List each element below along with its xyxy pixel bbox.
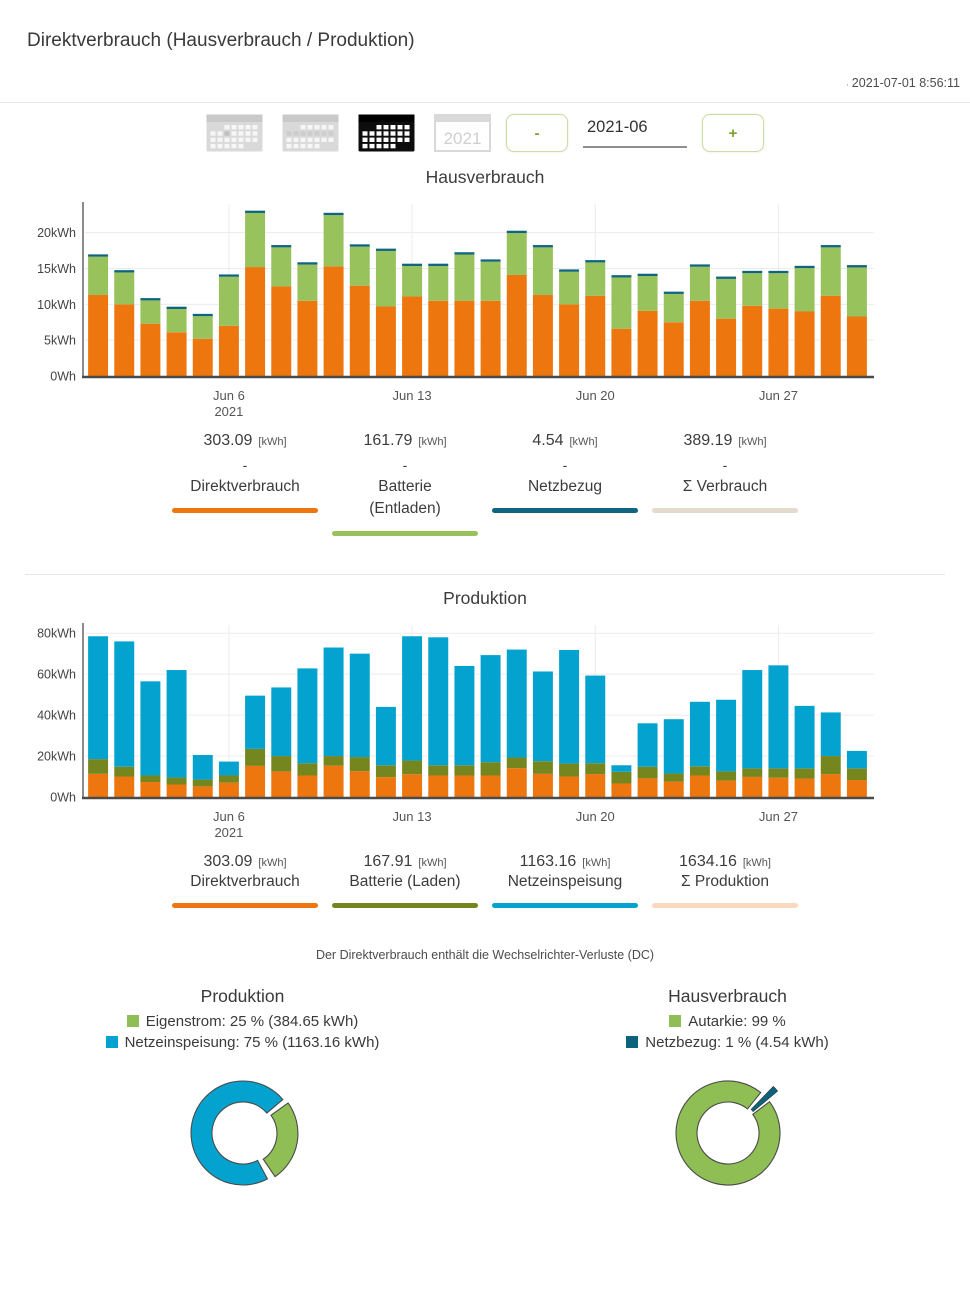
stat-label: Direktverbrauch	[190, 478, 300, 495]
day-calendar-icon[interactable]	[206, 114, 263, 152]
hausverbrauch-section	[0, 103, 970, 574]
svg-text:2021: 2021	[214, 404, 244, 419]
legend-text: Netzeinspeisung: 75 % (1163.16 kWh)	[124, 1034, 380, 1052]
stat-color-bar	[172, 903, 318, 908]
stat-unit: [kWh]	[582, 856, 611, 869]
svg-text:15kWh: 15kWh	[37, 262, 76, 276]
stat-color-bar	[332, 531, 478, 536]
svg-text:0Wh: 0Wh	[50, 790, 76, 805]
svg-text:20kWh: 20kWh	[37, 226, 76, 241]
stat-dash: -	[562, 457, 568, 473]
stat-label: Direktverbrauch	[190, 872, 300, 890]
stat-color-bar	[492, 508, 638, 513]
hausverbrauch-stats-row	[0, 432, 970, 536]
legend-swatch-icon	[626, 1036, 638, 1048]
svg-text:0Wh: 0Wh	[50, 369, 76, 384]
stat-label: Batterie (Entladen)	[369, 478, 441, 518]
hausverbrauch-bar-chart	[10, 190, 960, 422]
stat-value: 1163.16 [kWh]	[519, 852, 611, 870]
period-toolbar	[0, 103, 970, 154]
stat-label: Batterie (Laden)	[349, 872, 461, 890]
svg-text:Jun 13: Jun 13	[392, 388, 432, 403]
calendar-view-buttons	[206, 114, 491, 152]
produktion-donut-chart	[175, 1065, 311, 1201]
svg-text:Jun 6: Jun 6	[213, 808, 245, 824]
stat-value: 1634.16 [kWh]	[679, 852, 771, 870]
legend-swatch-icon	[106, 1036, 118, 1048]
section-divider	[25, 574, 945, 575]
stat-netzeinspeisung	[485, 853, 645, 908]
legend-item	[485, 1013, 970, 1030]
stat-color-bar	[652, 508, 798, 513]
svg-text:2021: 2021	[443, 129, 482, 148]
page-header	[0, 0, 970, 102]
previous-period-button[interactable]: -	[506, 114, 568, 152]
stat-value: 303.09 [kWh]	[203, 432, 287, 449]
stat-label: Netzeinspeisung	[507, 872, 623, 890]
stat-value: 161.79 [kWh]	[363, 432, 447, 449]
last-update-row	[0, 52, 970, 102]
next-period-button[interactable]: +	[702, 114, 764, 152]
stat-dash: -	[402, 457, 408, 473]
stat-unit: [kWh]	[418, 856, 447, 869]
legend-item	[0, 1013, 485, 1030]
svg-text:Jun 27: Jun 27	[758, 388, 798, 403]
legend-text: Eigenstrom: 25 % (384.65 kWh)	[145, 1013, 359, 1031]
produktion-donut-title: Produktion	[200, 986, 285, 1007]
produktion-stats-row	[0, 853, 970, 908]
svg-text:Jun 27: Jun 27	[758, 808, 798, 824]
stat-value: 389.19 [kWh]	[683, 432, 767, 449]
svg-text:Jun 6: Jun 6	[213, 388, 245, 403]
stat-unit: [kWh]	[742, 856, 771, 869]
legend-swatch-icon	[127, 1015, 139, 1027]
svg-text:10kWh: 10kWh	[37, 297, 76, 312]
svg-text:Jun 20: Jun 20	[575, 808, 615, 824]
hausverbrauch-donut-legend	[485, 1013, 970, 1051]
produktion-bar-chart	[10, 611, 960, 843]
produktion-chart-title: Produktion	[443, 587, 527, 608]
sync-indicator-icon: ,	[846, 77, 849, 87]
stat-color-bar	[652, 903, 798, 908]
stat-unit: [kWh]	[738, 436, 767, 448]
produktion-section	[0, 588, 970, 1212]
stat-label: Netzbezug	[527, 478, 603, 495]
svg-text:2021: 2021	[214, 824, 244, 840]
stat-label: Σ Produktion	[681, 872, 769, 890]
svg-text:80kWh: 80kWh	[37, 626, 76, 641]
stat-color-bar	[332, 903, 478, 908]
week-calendar-icon[interactable]	[282, 114, 339, 152]
legend-text: Autarkie: 99 %	[688, 1013, 786, 1031]
stat-unit: [kWh]	[569, 436, 598, 448]
stat-dash: -	[242, 457, 248, 473]
stat-produktion	[645, 853, 805, 908]
stat-unit: [kWh]	[418, 436, 447, 448]
svg-text:20kWh: 20kWh	[37, 749, 76, 764]
stat-verbrauch	[645, 432, 805, 536]
year-calendar-icon[interactable]	[434, 114, 491, 152]
stat-batterie-entladen	[325, 432, 485, 536]
hausverbrauch-donut-column	[485, 980, 970, 1206]
hausverbrauch-donut-title: Hausverbrauch	[668, 986, 787, 1007]
legend-swatch-icon	[669, 1015, 681, 1027]
stat-direktverbrauch	[165, 853, 325, 908]
stat-value: 167.91 [kWh]	[363, 852, 447, 870]
svg-text:Jun 20: Jun 20	[575, 388, 615, 403]
svg-text:60kWh: 60kWh	[37, 667, 76, 682]
donut-section	[0, 980, 970, 1206]
last-update-timestamp: 2021-07-01 8:56:11	[851, 76, 960, 90]
stat-batterie-laden	[325, 853, 485, 908]
produktion-donut-column	[0, 980, 485, 1206]
stat-color-bar	[492, 903, 638, 908]
svg-text:40kWh: 40kWh	[37, 708, 76, 723]
stat-label: Σ Verbrauch	[682, 478, 768, 495]
month-calendar-icon[interactable]	[358, 114, 415, 152]
stat-dash: -	[722, 457, 728, 473]
stat-direktverbrauch	[165, 432, 325, 536]
stat-value: 303.09 [kWh]	[203, 852, 287, 870]
legend-text: Netzbezug: 1 % (4.54 kWh)	[645, 1034, 829, 1052]
inverter-losses-note: Der Direktverbrauch enthält die Wechselrichter-Verluste (DC)	[315, 948, 655, 963]
period-input[interactable]	[583, 118, 687, 148]
stat-netzbezug	[485, 432, 645, 536]
stat-unit: [kWh]	[258, 436, 287, 448]
legend-item	[485, 1034, 970, 1051]
svg-text:5kWh: 5kWh	[44, 333, 76, 348]
svg-text:Jun 13: Jun 13	[392, 808, 432, 824]
produktion-donut-legend	[0, 1013, 485, 1051]
hausverbrauch-chart-title: Hausverbrauch	[425, 167, 545, 187]
stat-value: 4.54 [kWh]	[532, 432, 598, 449]
hausverbrauch-donut-chart	[660, 1065, 796, 1201]
legend-item	[0, 1034, 485, 1051]
stat-color-bar	[172, 508, 318, 513]
page-title: Direktverbrauch (Hausverbrauch / Produktion)	[27, 30, 415, 51]
stat-unit: [kWh]	[258, 856, 287, 869]
